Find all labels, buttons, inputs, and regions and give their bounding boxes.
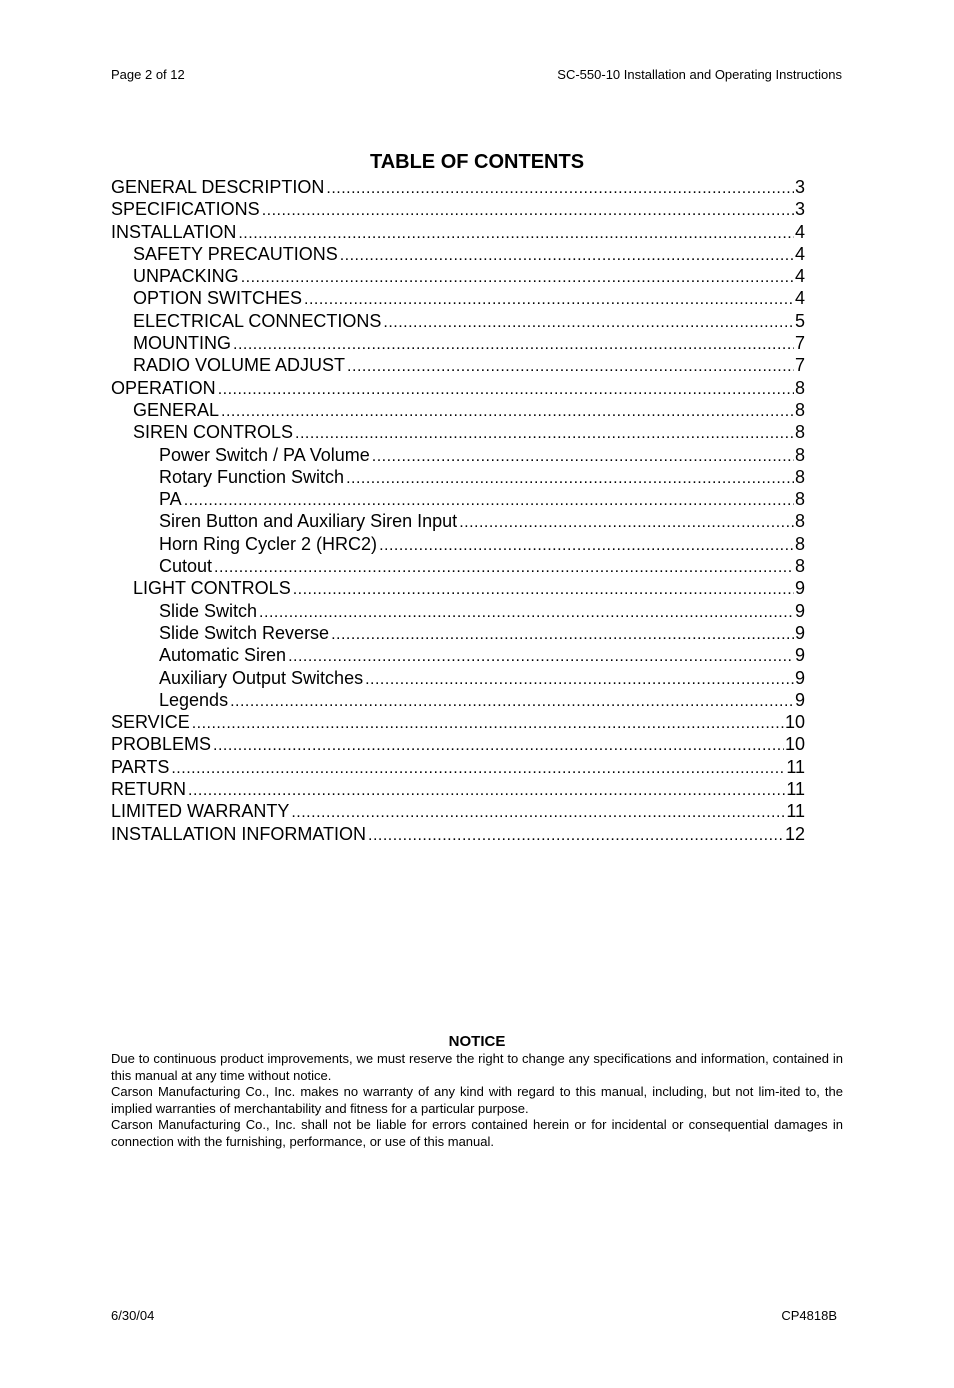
toc-entry-page: 5 (794, 310, 805, 331)
toc-entry-label: PARTS (111, 756, 170, 777)
toc-entry-label: RADIO VOLUME ADJUST (133, 355, 346, 376)
toc-entry-label: LIMITED WARRANTY (111, 801, 290, 822)
toc-entry-page: 9 (794, 578, 805, 599)
toc-entry-label: GENERAL (133, 399, 220, 420)
toc-dot-leader (230, 691, 794, 711)
toc-entry[interactable] (111, 399, 805, 421)
toc-entry-page: 3 (794, 177, 805, 197)
notice-paragraph: Carson Manufacturing Co., Inc. shall not be liable for errors contained herein or for incidental or consequential damages in connection with the furnishing, performance, or use of this manual. (111, 1117, 843, 1149)
toc-title: TABLE OF CONTENTS (369, 151, 585, 173)
toc-entry-label: OPERATION (111, 377, 216, 398)
toc-entry-page: 4 (794, 221, 805, 242)
toc-entry-label: INSTALLATION INFORMATION (111, 823, 367, 844)
toc-entry-label: SPECIFICATIONS (111, 199, 260, 220)
notice-paragraph: Due to continuous product improvements, we must reserve the right to change any specifications and information, contained in this manual at any time without notice. (111, 1051, 843, 1083)
toc-entry[interactable] (111, 243, 805, 265)
toc-dot-leader (383, 312, 794, 332)
toc-entry[interactable] (111, 377, 805, 399)
toc-dot-leader (238, 223, 794, 243)
toc-entry-label: Cutout (159, 556, 213, 577)
toc-entry[interactable] (111, 444, 805, 466)
toc-entry-page: 9 (794, 622, 805, 643)
toc-entry-page: 8 (794, 511, 805, 532)
toc-dot-leader (221, 401, 794, 421)
toc-dot-leader (192, 713, 784, 733)
notice-title: NOTICE (448, 1033, 506, 1050)
toc-entry[interactable] (111, 733, 805, 755)
toc-entry[interactable] (111, 421, 805, 443)
toc-entry-page: 3 (794, 199, 805, 220)
toc-entry-label: LIGHT CONTROLS (133, 578, 291, 599)
toc-entry[interactable] (111, 711, 805, 733)
toc-dot-leader (291, 802, 785, 822)
toc-entry[interactable] (111, 823, 805, 845)
toc-entry-label: SAFETY PRECAUTIONS (133, 243, 338, 264)
toc-dot-leader (368, 825, 784, 845)
toc-entry-page: 4 (794, 288, 805, 309)
toc-entry-label: Legends (159, 689, 229, 710)
notice-body (111, 1051, 843, 1150)
toc-dot-leader (262, 200, 794, 220)
toc-entry-label: SERVICE (111, 712, 190, 733)
toc-entry-label: MOUNTING (133, 333, 231, 354)
toc-entry[interactable] (111, 287, 805, 309)
toc-dot-leader (365, 669, 794, 689)
toc-entry-page: 9 (794, 689, 805, 710)
toc-dot-leader (459, 512, 794, 532)
toc-entry-label: SIREN CONTROLS (133, 422, 294, 443)
toc-entry-page: 8 (794, 444, 805, 465)
document-title: SC-550-10 Installation and Operating Instructions (557, 67, 842, 82)
toc-entry-label: INSTALLATION (111, 221, 237, 242)
toc-entry[interactable] (111, 667, 805, 689)
toc-dot-leader (233, 334, 794, 354)
toc-entry-page: 11 (786, 779, 805, 800)
toc-dot-leader (347, 356, 794, 376)
toc-entry[interactable] (111, 510, 805, 532)
toc-dot-leader (340, 245, 794, 265)
toc-entry[interactable] (111, 533, 805, 555)
toc-dot-leader (293, 579, 794, 599)
toc-entry[interactable] (111, 354, 805, 376)
toc-entry[interactable] (111, 555, 805, 577)
toc-entry-page: 10 (784, 734, 805, 755)
toc-entry[interactable] (111, 221, 805, 243)
toc-entry-page: 4 (794, 266, 805, 287)
toc-entry-label: PROBLEMS (111, 734, 212, 755)
footer-date: 6/30/04 (111, 1308, 155, 1323)
toc-dot-leader (295, 423, 794, 443)
toc-entry-page: 12 (784, 823, 805, 844)
toc-entry-page: 8 (794, 377, 805, 398)
toc-entry[interactable] (111, 756, 805, 778)
toc-entry-label: Automatic Siren (159, 645, 287, 666)
toc-entry-label: Horn Ring Cycler 2 (HRC2) (159, 533, 378, 554)
toc-entry[interactable] (111, 265, 805, 287)
toc-entry-label: RETURN (111, 779, 186, 800)
toc-entry-page: 8 (794, 399, 805, 420)
toc-entry[interactable] (111, 310, 805, 332)
toc-dot-leader (372, 446, 794, 466)
toc-dot-leader (214, 557, 794, 577)
toc-entry[interactable] (111, 176, 805, 198)
toc-entry-page: 9 (794, 667, 805, 688)
toc-entry-page: 9 (794, 600, 805, 621)
toc-entry-label: ELECTRICAL CONNECTIONS (133, 310, 382, 331)
toc-dot-leader (171, 758, 785, 778)
toc-dot-leader (379, 535, 794, 555)
toc-entry-label: PA (159, 489, 182, 510)
toc-entry-label: Slide Switch (159, 600, 258, 621)
toc-dot-leader (288, 646, 794, 666)
toc-dot-leader (188, 780, 785, 800)
toc-dot-leader (304, 289, 794, 309)
toc-dot-leader (241, 267, 794, 287)
toc-dot-leader (218, 379, 794, 399)
toc-entry-page: 9 (794, 645, 805, 666)
toc-entry-label: Slide Switch Reverse (159, 622, 330, 643)
toc-entry-page: 10 (784, 712, 805, 733)
toc-entry-label: Auxiliary Output Switches (159, 667, 364, 688)
toc-entry-page: 7 (794, 333, 805, 354)
toc-entry-label: Siren Button and Auxiliary Siren Input (159, 511, 458, 532)
toc-entry[interactable] (111, 198, 805, 220)
toc-entry-label: Power Switch / PA Volume (159, 444, 370, 465)
toc-dot-leader (326, 178, 794, 198)
toc-dot-leader (213, 735, 784, 755)
toc-entry[interactable] (111, 622, 805, 644)
toc-entry-page: 8 (794, 533, 805, 554)
page-number: Page 2 of 12 (111, 67, 185, 82)
toc-entry[interactable] (111, 644, 805, 666)
toc-entry-page: 4 (794, 243, 805, 264)
toc-entry-label: UNPACKING (133, 266, 239, 287)
toc-entry[interactable] (111, 689, 805, 711)
table-of-contents (111, 176, 805, 845)
toc-entry-label: OPTION SWITCHES (133, 288, 303, 309)
toc-entry[interactable] (111, 600, 805, 622)
toc-entry[interactable] (111, 488, 805, 510)
toc-entry-page: 8 (794, 489, 805, 510)
toc-dot-leader (259, 602, 794, 622)
toc-entry-label: GENERAL DESCRIPTION (111, 177, 325, 197)
toc-entry[interactable] (111, 800, 805, 822)
toc-entry[interactable] (111, 466, 805, 488)
toc-dot-leader (331, 624, 794, 644)
toc-entry-page: 8 (794, 422, 805, 443)
toc-entry-page: 8 (794, 466, 805, 487)
toc-entry-page: 11 (786, 756, 805, 777)
toc-entry-page: 8 (794, 556, 805, 577)
toc-entry-page: 7 (794, 355, 805, 376)
toc-entry[interactable] (111, 332, 805, 354)
toc-entry-page: 11 (786, 801, 805, 822)
footer-code: CP4818B (781, 1308, 837, 1323)
toc-entry-label: Rotary Function Switch (159, 466, 345, 487)
toc-dot-leader (184, 490, 794, 510)
toc-entry[interactable] (111, 577, 805, 599)
toc-entry[interactable] (111, 778, 805, 800)
notice-paragraph: Carson Manufacturing Co., Inc. makes no warranty of any kind with regard to this manual, including, but not lim-ited to, the implied warranties of merchantability and fitness for a particular purpose. (111, 1084, 843, 1116)
toc-dot-leader (346, 468, 794, 488)
